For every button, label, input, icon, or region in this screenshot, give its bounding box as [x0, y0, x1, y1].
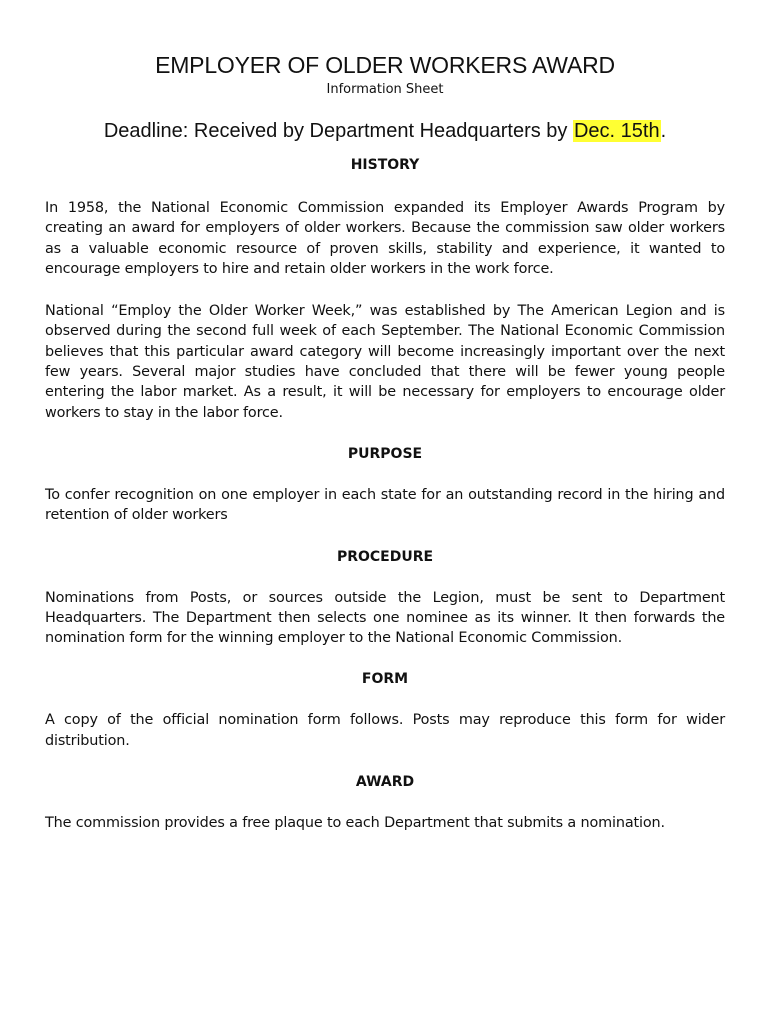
deadline-line: [45, 116, 725, 146]
document-title: EMPLOYER OF OLDER WORKERS AWARD: [155, 52, 615, 78]
history-paragraph-1: In 1958, the National Economic Commission expanded its Employer Awards Program by creating an award for employers of older workers. Because the commission saw older workers as a valuable economic resource of proven skills, stability and experience, it wanted to encourage employers to hire and retain older workers in the work force.: [45, 200, 725, 277]
history-heading: HISTORY: [350, 157, 420, 173]
award-paragraph: The commission provides a free plaque to each Department that submits a nomination.: [45, 815, 665, 832]
procedure-paragraph: Nominations from Posts, or sources outside the Legion, must be sent to Department Headquarters. The Department then selects one nominee as its winner. It then forwards the nomination form for the winning employer to the National Economic Commission.: [45, 589, 725, 647]
award-heading: AWARD: [355, 774, 415, 791]
procedure-heading: PROCEDURE: [336, 548, 434, 565]
purpose-paragraph: To confer recognition on one employer in each state for an outstanding record in the hiring and retention of older workers: [45, 486, 725, 524]
purpose-heading: PURPOSE: [347, 445, 423, 462]
document-subtitle: Information Sheet: [326, 82, 444, 97]
deadline-date-highlight: Dec. 15th: [573, 120, 660, 142]
deadline-prefix: Deadline: Received by Department Headquarters by: [103, 120, 573, 142]
form-heading: FORM: [361, 671, 409, 688]
history-paragraph-2: National “Employ the Older Worker Week,” was established by The American Legion and is observed during the second full week of each September. The National Economic Commission believes that this particular award category will become increasingly important over the next few years. Several major studies have concluded that there will be fewer young people entering the labor market. As a result, it will be necessary for employers to encourage older workers to stay in the labor force.: [45, 303, 725, 421]
deadline-suffix: .: [660, 120, 667, 142]
form-paragraph: A copy of the official nomination form follows. Posts may reproduce this form for wider distribution.: [45, 712, 725, 749]
